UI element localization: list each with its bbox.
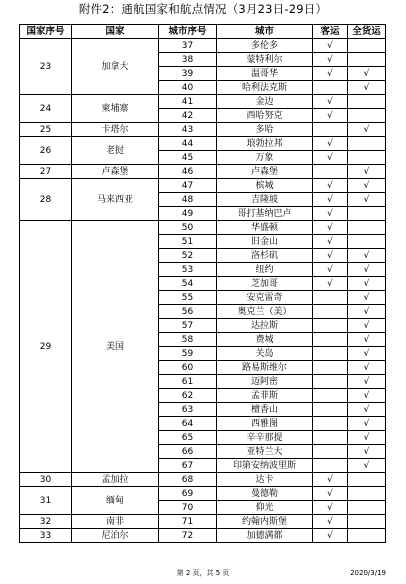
passenger-check-cell xyxy=(313,459,348,473)
cargo-check-cell: √ xyxy=(348,123,386,137)
cargo-check-cell: √ xyxy=(348,291,386,305)
cargo-check-cell xyxy=(348,473,386,487)
cargo-check-cell xyxy=(348,221,386,235)
city-cell: 哥打基纳巴卢 xyxy=(217,207,313,221)
city-cell: 吉隆坡 xyxy=(217,193,313,207)
city-cell: 槟城 xyxy=(217,179,313,193)
city-cell: 温哥华 xyxy=(217,67,313,81)
passenger-check-cell: √ xyxy=(313,515,348,529)
city-no-cell: 46 xyxy=(159,165,217,179)
city-no-cell: 49 xyxy=(159,207,217,221)
city-cell: 达拉斯 xyxy=(217,319,313,333)
cargo-check-cell: √ xyxy=(348,81,386,95)
city-no-cell: 65 xyxy=(159,431,217,445)
passenger-check-cell: √ xyxy=(313,235,348,249)
table-row xyxy=(20,165,386,179)
passenger-check-cell xyxy=(313,319,348,333)
city-cell: 印第安纳波里斯 xyxy=(217,459,313,473)
country-no-cell: 29 xyxy=(20,221,72,473)
country-cell: 南非 xyxy=(72,515,159,529)
passenger-check-cell: √ xyxy=(313,67,348,81)
city-no-cell: 70 xyxy=(159,501,217,515)
city-cell: 万象 xyxy=(217,151,313,165)
country-cell: 柬埔寨 xyxy=(72,95,159,123)
city-no-cell: 41 xyxy=(159,95,217,109)
city-cell: 琅勃拉邦 xyxy=(217,137,313,151)
cargo-check-cell: √ xyxy=(348,305,386,319)
city-no-cell: 45 xyxy=(159,151,217,165)
cargo-check-cell xyxy=(348,515,386,529)
country-no-cell: 26 xyxy=(20,137,72,165)
country-cell: 卡塔尔 xyxy=(72,123,159,137)
passenger-check-cell xyxy=(313,403,348,417)
city-no-cell: 42 xyxy=(159,109,217,123)
cargo-check-cell: √ xyxy=(348,347,386,361)
country-no-cell: 23 xyxy=(20,39,72,95)
cargo-check-cell xyxy=(348,207,386,221)
passenger-check-cell: √ xyxy=(313,95,348,109)
city-cell: 曼德勒 xyxy=(217,487,313,501)
city-no-cell: 66 xyxy=(159,445,217,459)
cargo-check-cell: √ xyxy=(348,249,386,263)
city-cell: 金边 xyxy=(217,95,313,109)
city-no-cell: 62 xyxy=(159,389,217,403)
city-no-cell: 64 xyxy=(159,417,217,431)
country-cell: 孟加拉 xyxy=(72,473,159,487)
cargo-check-cell: √ xyxy=(348,417,386,431)
city-cell: 多伦多 xyxy=(217,39,313,53)
cargo-check-cell: √ xyxy=(348,277,386,291)
city-cell: 纽约 xyxy=(217,263,313,277)
page-number: 第 2 页，共 5 页 xyxy=(176,569,230,577)
country-cell: 老挝 xyxy=(72,137,159,165)
passenger-check-cell: √ xyxy=(313,151,348,165)
city-no-cell: 69 xyxy=(159,487,217,501)
cargo-check-cell: √ xyxy=(348,333,386,347)
cargo-check-cell xyxy=(348,95,386,109)
document-title: 附件2：通航国家和航点情况（3月23日-29日） xyxy=(78,2,328,16)
city-no-cell: 57 xyxy=(159,319,217,333)
country-cell: 缅甸 xyxy=(72,487,159,515)
cargo-check-cell: √ xyxy=(348,361,386,375)
passenger-check-cell xyxy=(313,291,348,305)
cargo-check-cell: √ xyxy=(348,263,386,277)
passenger-check-cell xyxy=(313,445,348,459)
country-cell: 卢森堡 xyxy=(72,165,159,179)
passenger-check-cell: √ xyxy=(313,179,348,193)
city-no-cell: 68 xyxy=(159,473,217,487)
cargo-check-cell xyxy=(348,529,386,543)
table-header-row xyxy=(20,25,386,39)
city-no-cell: 52 xyxy=(159,249,217,263)
city-cell: 蒙特利尔 xyxy=(217,53,313,67)
table-row xyxy=(20,179,386,193)
header-country-no: 国家序号 xyxy=(20,25,72,39)
cargo-check-cell: √ xyxy=(348,389,386,403)
cargo-check-cell: √ xyxy=(348,179,386,193)
country-no-cell: 27 xyxy=(20,165,72,179)
cargo-check-cell xyxy=(348,53,386,67)
country-cell: 加拿大 xyxy=(72,39,159,95)
city-cell: 达卡 xyxy=(217,473,313,487)
city-cell: 辛辛那提 xyxy=(217,431,313,445)
passenger-check-cell: √ xyxy=(313,263,348,277)
passenger-check-cell xyxy=(313,165,348,179)
country-no-cell: 30 xyxy=(20,473,72,487)
cargo-check-cell: √ xyxy=(348,403,386,417)
city-cell: 哈利法克斯 xyxy=(217,81,313,95)
city-cell: 奥克兰（美） xyxy=(217,305,313,319)
city-cell: 亚特兰大 xyxy=(217,445,313,459)
passenger-check-cell: √ xyxy=(313,249,348,263)
country-no-cell: 31 xyxy=(20,487,72,515)
city-no-cell: 39 xyxy=(159,67,217,81)
passenger-check-cell: √ xyxy=(313,53,348,67)
country-cell: 美国 xyxy=(72,221,159,473)
cargo-check-cell: √ xyxy=(348,459,386,473)
cargo-check-cell xyxy=(348,487,386,501)
city-no-cell: 54 xyxy=(159,277,217,291)
city-no-cell: 60 xyxy=(159,361,217,375)
cargo-check-cell xyxy=(348,109,386,123)
header-cargo: 全货运 xyxy=(348,25,386,39)
city-no-cell: 56 xyxy=(159,305,217,319)
country-cell: 马来西亚 xyxy=(72,179,159,221)
passenger-check-cell: √ xyxy=(313,137,348,151)
city-no-cell: 44 xyxy=(159,137,217,151)
city-no-cell: 63 xyxy=(159,403,217,417)
country-no-cell: 32 xyxy=(20,515,72,529)
passenger-check-cell xyxy=(313,81,348,95)
city-cell: 西哈努克 xyxy=(217,109,313,123)
cargo-check-cell xyxy=(348,235,386,249)
table-row xyxy=(20,529,386,543)
city-no-cell: 61 xyxy=(159,375,217,389)
city-cell: 费城 xyxy=(217,333,313,347)
cargo-check-cell xyxy=(348,501,386,515)
country-no-cell: 25 xyxy=(20,123,72,137)
city-cell: 华盛顿 xyxy=(217,221,313,235)
cargo-check-cell: √ xyxy=(348,319,386,333)
cargo-check-cell: √ xyxy=(348,445,386,459)
city-cell: 关岛 xyxy=(217,347,313,361)
city-cell: 卢森堡 xyxy=(217,165,313,179)
passenger-check-cell: √ xyxy=(313,39,348,53)
city-no-cell: 37 xyxy=(159,39,217,53)
table-row xyxy=(20,123,386,137)
cargo-check-cell: √ xyxy=(348,431,386,445)
table-row xyxy=(20,487,386,501)
passenger-check-cell: √ xyxy=(313,529,348,543)
city-no-cell: 59 xyxy=(159,347,217,361)
passenger-check-cell: √ xyxy=(313,109,348,123)
passenger-check-cell xyxy=(313,417,348,431)
city-no-cell: 38 xyxy=(159,53,217,67)
header-city-no: 城市序号 xyxy=(159,25,217,39)
city-no-cell: 72 xyxy=(159,529,217,543)
passenger-check-cell xyxy=(313,333,348,347)
passenger-check-cell: √ xyxy=(313,473,348,487)
city-cell: 洛杉矶 xyxy=(217,249,313,263)
cargo-check-cell xyxy=(348,137,386,151)
header-passenger: 客运 xyxy=(313,25,348,39)
city-no-cell: 53 xyxy=(159,263,217,277)
country-no-cell: 24 xyxy=(20,95,72,123)
cargo-check-cell xyxy=(348,39,386,53)
city-cell: 迈阿密 xyxy=(217,375,313,389)
cargo-check-cell: √ xyxy=(348,375,386,389)
city-cell: 加德满都 xyxy=(217,529,313,543)
city-no-cell: 40 xyxy=(159,81,217,95)
city-cell: 路易斯维尔 xyxy=(217,361,313,375)
city-no-cell: 67 xyxy=(159,459,217,473)
city-cell: 芝加哥 xyxy=(217,277,313,291)
city-cell: 仰光 xyxy=(217,501,313,515)
table-row xyxy=(20,95,386,109)
city-cell: 檀香山 xyxy=(217,403,313,417)
table-row xyxy=(20,515,386,529)
country-no-cell: 33 xyxy=(20,529,72,543)
footer-date: 2020/3/19 xyxy=(350,569,386,577)
city-cell: 旧金山 xyxy=(217,235,313,249)
city-no-cell: 47 xyxy=(159,179,217,193)
city-no-cell: 58 xyxy=(159,333,217,347)
passenger-check-cell xyxy=(313,389,348,403)
passenger-check-cell xyxy=(313,361,348,375)
table-row xyxy=(20,137,386,151)
country-cell: 尼泊尔 xyxy=(72,529,159,543)
passenger-check-cell xyxy=(313,431,348,445)
table-row xyxy=(20,221,386,235)
passenger-check-cell xyxy=(313,305,348,319)
header-city: 城市 xyxy=(217,25,313,39)
city-cell: 西雅图 xyxy=(217,417,313,431)
cargo-check-cell: √ xyxy=(348,165,386,179)
city-no-cell: 43 xyxy=(159,123,217,137)
city-no-cell: 50 xyxy=(159,221,217,235)
city-no-cell: 48 xyxy=(159,193,217,207)
cargo-check-cell: √ xyxy=(348,193,386,207)
city-no-cell: 51 xyxy=(159,235,217,249)
passenger-check-cell xyxy=(313,375,348,389)
passenger-check-cell xyxy=(313,347,348,361)
passenger-check-cell xyxy=(313,123,348,137)
passenger-check-cell: √ xyxy=(313,207,348,221)
cargo-check-cell xyxy=(348,151,386,165)
passenger-check-cell: √ xyxy=(313,221,348,235)
passenger-check-cell: √ xyxy=(313,487,348,501)
city-cell: 多哈 xyxy=(217,123,313,137)
city-cell: 安克雷奇 xyxy=(217,291,313,305)
city-no-cell: 71 xyxy=(159,515,217,529)
city-cell: 约翰内斯堡 xyxy=(217,515,313,529)
city-cell: 孟菲斯 xyxy=(217,389,313,403)
cargo-check-cell: √ xyxy=(348,67,386,81)
flights-table xyxy=(19,24,386,543)
country-no-cell: 28 xyxy=(20,179,72,221)
table-row xyxy=(20,473,386,487)
passenger-check-cell: √ xyxy=(313,277,348,291)
passenger-check-cell: √ xyxy=(313,501,348,515)
city-no-cell: 55 xyxy=(159,291,217,305)
table-row xyxy=(20,39,386,53)
passenger-check-cell: √ xyxy=(313,193,348,207)
header-country: 国家 xyxy=(72,25,159,39)
